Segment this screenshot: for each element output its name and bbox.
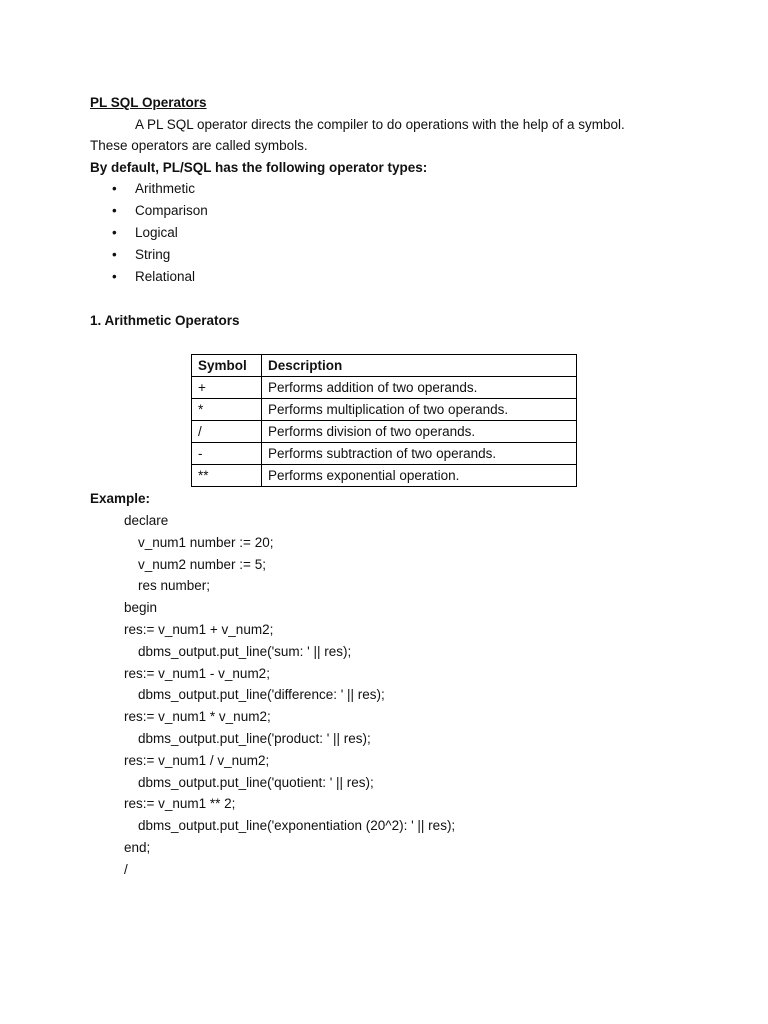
operator-types-lead: By default, PL/SQL has the following operator types: [90, 160, 428, 175]
table-row [192, 377, 577, 399]
code-line-text: res:= v_num1 - v_num2; [124, 665, 270, 681]
code-line-text: v_num2 number := 5; [138, 556, 266, 572]
bullet-icon: • [112, 247, 117, 262]
bullet-icon: • [112, 181, 117, 196]
list-item-label: Relational [135, 269, 196, 284]
description-cell: Performs addition of two operands. [262, 377, 577, 399]
code-line-text: dbms_output.put_line('product: ' || res); [138, 730, 371, 746]
bullet-icon: • [112, 203, 117, 218]
code-line-text: res:= v_num1 ** 2; [124, 796, 236, 812]
code-line-text: res:= v_num1 * v_num2; [124, 709, 271, 725]
code-line-text: v_num1 number := 20; [138, 534, 274, 550]
table-row [192, 399, 577, 421]
column-header-symbol: Symbol [192, 355, 262, 377]
symbol-cell: / [192, 421, 262, 443]
description-cell: Performs exponential operation. [262, 465, 577, 487]
code-line-text: res number; [138, 578, 211, 594]
description-cell: Performs multiplication of two operands. [262, 399, 577, 421]
code-line-text: declare [124, 513, 169, 528]
example-label: Example: [90, 491, 151, 506]
description-cell: Performs subtraction of two operands. [262, 443, 577, 465]
bullet-icon: • [112, 225, 117, 240]
code-line-text: res:= v_num1 + v_num2; [124, 621, 274, 637]
list-item-label: Arithmetic [135, 181, 196, 196]
code-line-text: dbms_output.put_line('exponentiation (20^2): ' || res); [138, 818, 456, 834]
symbol-cell: ** [192, 465, 262, 487]
table-row [192, 465, 577, 487]
list-item-label: String [135, 247, 171, 262]
intro-line-2: These operators are called symbols. [90, 138, 308, 153]
bullet-icon: • [112, 269, 117, 284]
document-title: PL SQL Operators [90, 95, 207, 110]
symbol-cell: + [192, 377, 262, 399]
code-line-text: dbms_output.put_line('quotient: ' || res); [138, 774, 374, 790]
table-row [192, 421, 577, 443]
arithmetic-operators-table [191, 354, 577, 487]
list-item-label: Comparison [135, 203, 208, 218]
list-item-label: Logical [135, 225, 178, 240]
section-heading: 1. Arithmetic Operators [90, 313, 240, 328]
code-line-text: begin [124, 600, 158, 616]
intro-line-1: A PL SQL operator directs the compiler to do operations with the help of a symbol. [135, 117, 625, 132]
table-row [192, 443, 577, 465]
table-header-row [192, 355, 577, 377]
code-line-text: dbms_output.put_line('sum: ' || res); [138, 643, 352, 659]
symbol-cell: * [192, 399, 262, 421]
code-line-text: end; [124, 839, 151, 855]
column-header-description: Description [262, 355, 577, 377]
code-line-text: dbms_output.put_line('difference: ' || res); [138, 687, 385, 703]
symbol-cell: - [192, 443, 262, 465]
description-cell: Performs division of two operands. [262, 421, 577, 443]
code-line-text: / [124, 861, 128, 877]
code-line-text: res:= v_num1 / v_num2; [124, 752, 270, 768]
